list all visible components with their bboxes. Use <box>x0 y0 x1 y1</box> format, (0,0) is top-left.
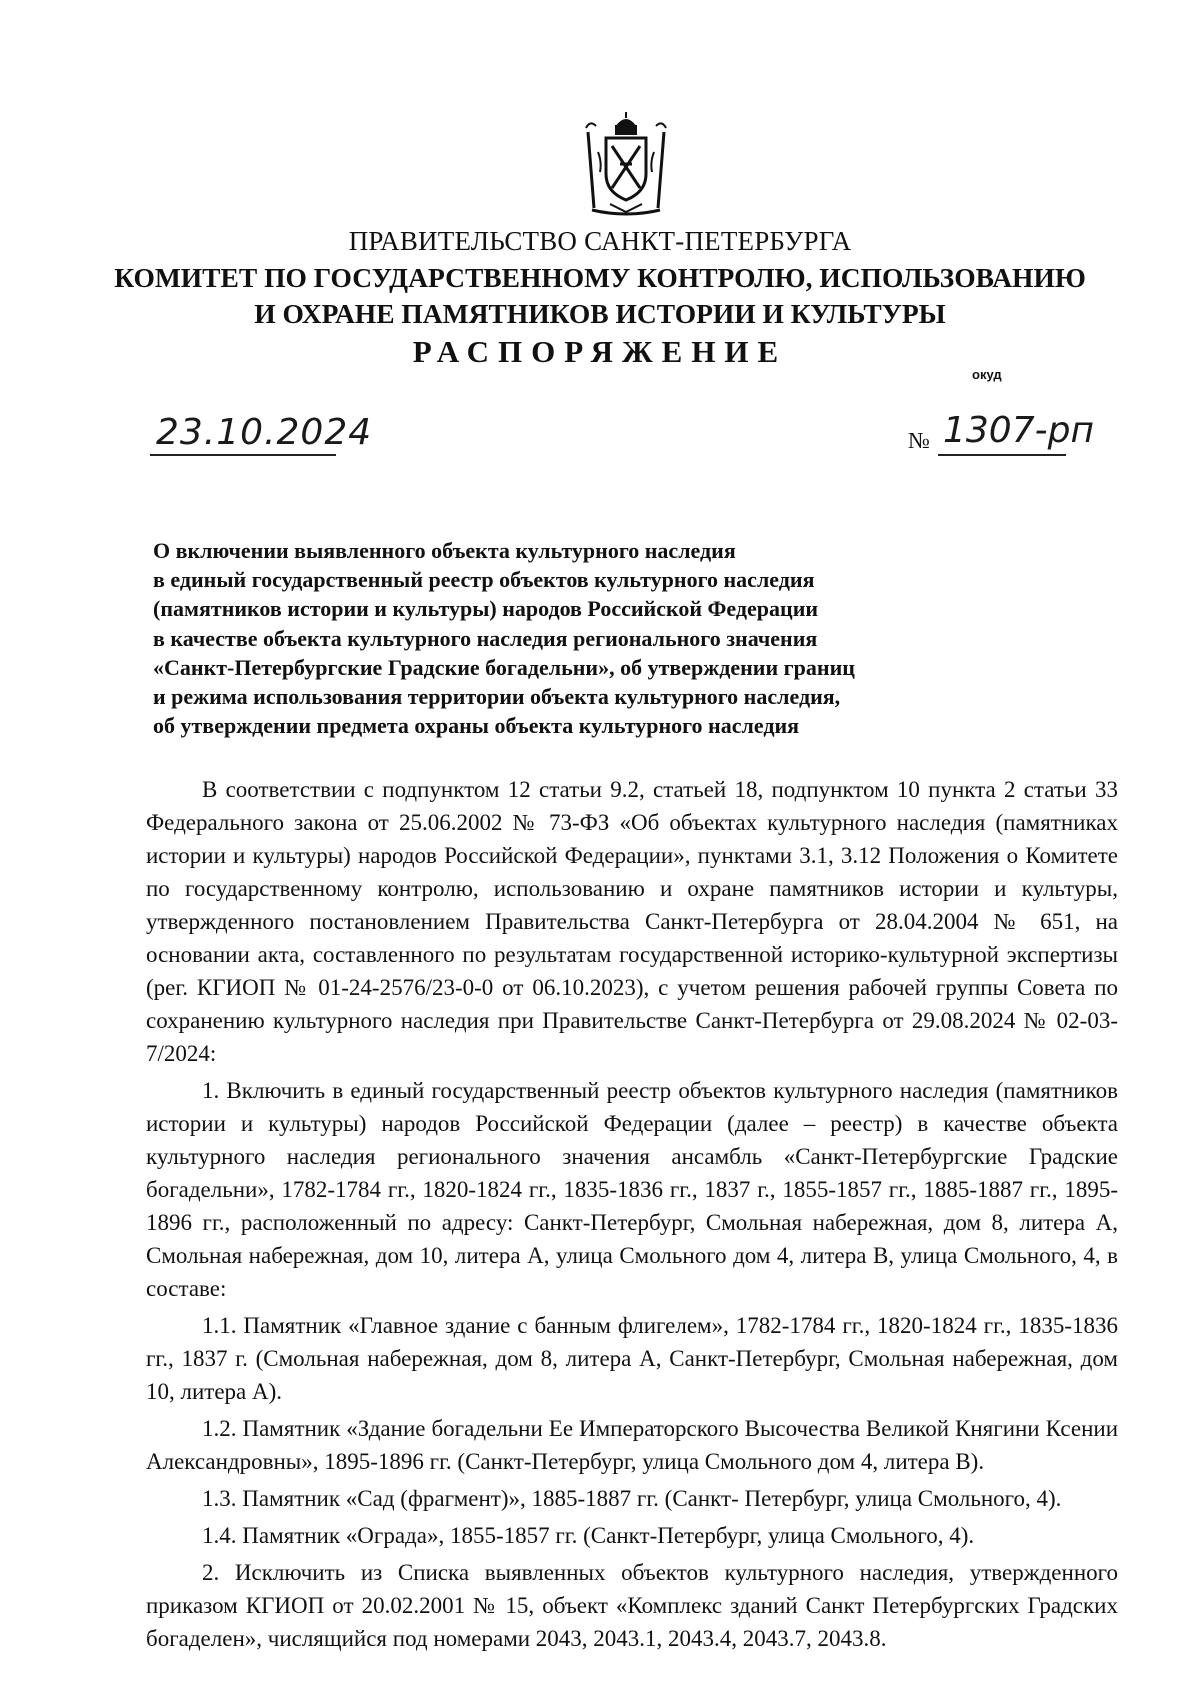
subject-line: О включении выявленного объекта культурного наследия <box>153 538 736 563</box>
body-paragraph-item-1-2: 1.2. Памятник «Здание богадельни Ее Императорского Высочества Великой Княгини Ксении Александровны», 1895-1896 гг. (Санкт-Петербург, улица Смольного дом 4, литера В). <box>146 1416 1118 1474</box>
body-paragraph-item-1: 1. Включить в единый государственный реестр объектов культурного наследия (памятников истории и культуры) народов Российской Федерации (далее – реестр) в качестве объекта культурного наследия регионального значения ансамбль «Санкт-Петербургские Градские богадельни», 1782-1784 гг., 1820-1824 гг., 1835-1836 гг., 1837 г., 1855-1857 гг., 1885-1887 гг., 1895-1896 гг., расположенный по адресу: Санкт-Петербург, Смольная набережная, дом 8, литера А, Смольная набережная, дом 10, литера А, улица Смольного дом 4, литера В, улица Смольного, 4, в составе: <box>146 1078 1118 1301</box>
subject-line: «Санкт-Петербургские Градские богадельни», об утверждении границ <box>153 654 855 680</box>
body-paragraph-item-2: 2. Исключить из Списка выявленных объектов культурного наследия, утвержденного приказом КГИОП от 20.02.2001 № 15, объект «Комплекс зданий Санкт Петербургских Градских богаделен», числящийся под номерами 2043, 2043.1, 2043.4, 2043.7, 2043.8. <box>146 1560 1118 1651</box>
body-paragraph-item-1-1: 1.1. Памятник «Главное здание с банным флигелем», 1782-1784 гг., 1820-1824 гг., 1835-1836 гг., 1837 г. (Смольная набережная, дом 8, литера А, Санкт-Петербург, Смольная набережная, дом 10, литера А). <box>146 1313 1118 1404</box>
document-subject <box>153 536 993 740</box>
body-paragraph-item-1-3: 1.3. Памятник «Сад (фрагмент)», 1885-1887 гг. (Санкт- Петербург, улица Смольного, 4). <box>202 1486 1062 1511</box>
committee-name-line-1: КОМИТЕТ ПО ГОСУДАРСТВЕННОМУ КОНТРОЛЮ, ИСПОЛЬЗОВАНИЮ <box>114 262 1086 293</box>
subject-line: в качестве объекта культурного наследия регионального значения <box>153 625 818 651</box>
document-date: 23.10.2024 <box>156 412 373 453</box>
subject-line: об утверждении предмета охраны объекта культурного наследия <box>153 713 800 739</box>
number-label: № <box>908 428 930 453</box>
committee-name <box>0 260 1200 332</box>
number-underline <box>938 454 1066 456</box>
document-body <box>146 773 1118 1659</box>
document-number: 1307-рп <box>943 410 1094 451</box>
date-underline <box>150 454 336 456</box>
government-name: ПРАВИТЕЛЬСТВО САНКТ-ПЕТЕРБУРГА <box>348 226 852 256</box>
okud-label: окуд <box>972 367 1002 382</box>
body-paragraph-preamble: В соответствии с подпунктом 12 статьи 9.2, статьей 18, подпунктом 10 пункта 2 статьи 33 Федерального закона от 25.06.2002 № 73-ФЗ «Об объектах культурного наследия (памятниках истории и культуры) народов Российской Федерации», пунктами 3.1, 3.12 Положения о Комитете по государственному контролю, использованию и охране памятников истории и культуры, утвержденного постановлением Правительства Санкт-Петербурга от 28.04.2004 № 651, на основании акта, составленного по результатам государственной историко-культурной экспертизы (рег. КГИОП № 01-24-2576/23-0-0 от 06.10.2023), с учетом решения рабочей группы Совета по сохранению культурного наследия при Правительстве Санкт-Петербурга от 29.08.2024 № 02-03-7/2024: <box>146 777 1118 1066</box>
committee-name-line-2: И ОХРАНЕ ПАМЯТНИКОВ ИСТОРИИ И КУЛЬТУРЫ <box>254 298 946 329</box>
subject-line: (памятников истории и культуры) народов Российской Федерации <box>153 596 819 622</box>
subject-line: и режима использования территории объекта культурного наследия, <box>153 684 841 710</box>
body-paragraph-item-1-4: 1.4. Памятник «Ограда», 1855-1857 гг. (Санкт-Петербург, улица Смольного, 4). <box>202 1523 975 1548</box>
subject-line: в единый государственный реестр объектов культурного наследия <box>153 567 815 593</box>
st-petersburg-coat-of-arms-icon <box>580 112 672 218</box>
document-type-title: РАСПОРЯЖЕНИЕ <box>412 334 788 369</box>
